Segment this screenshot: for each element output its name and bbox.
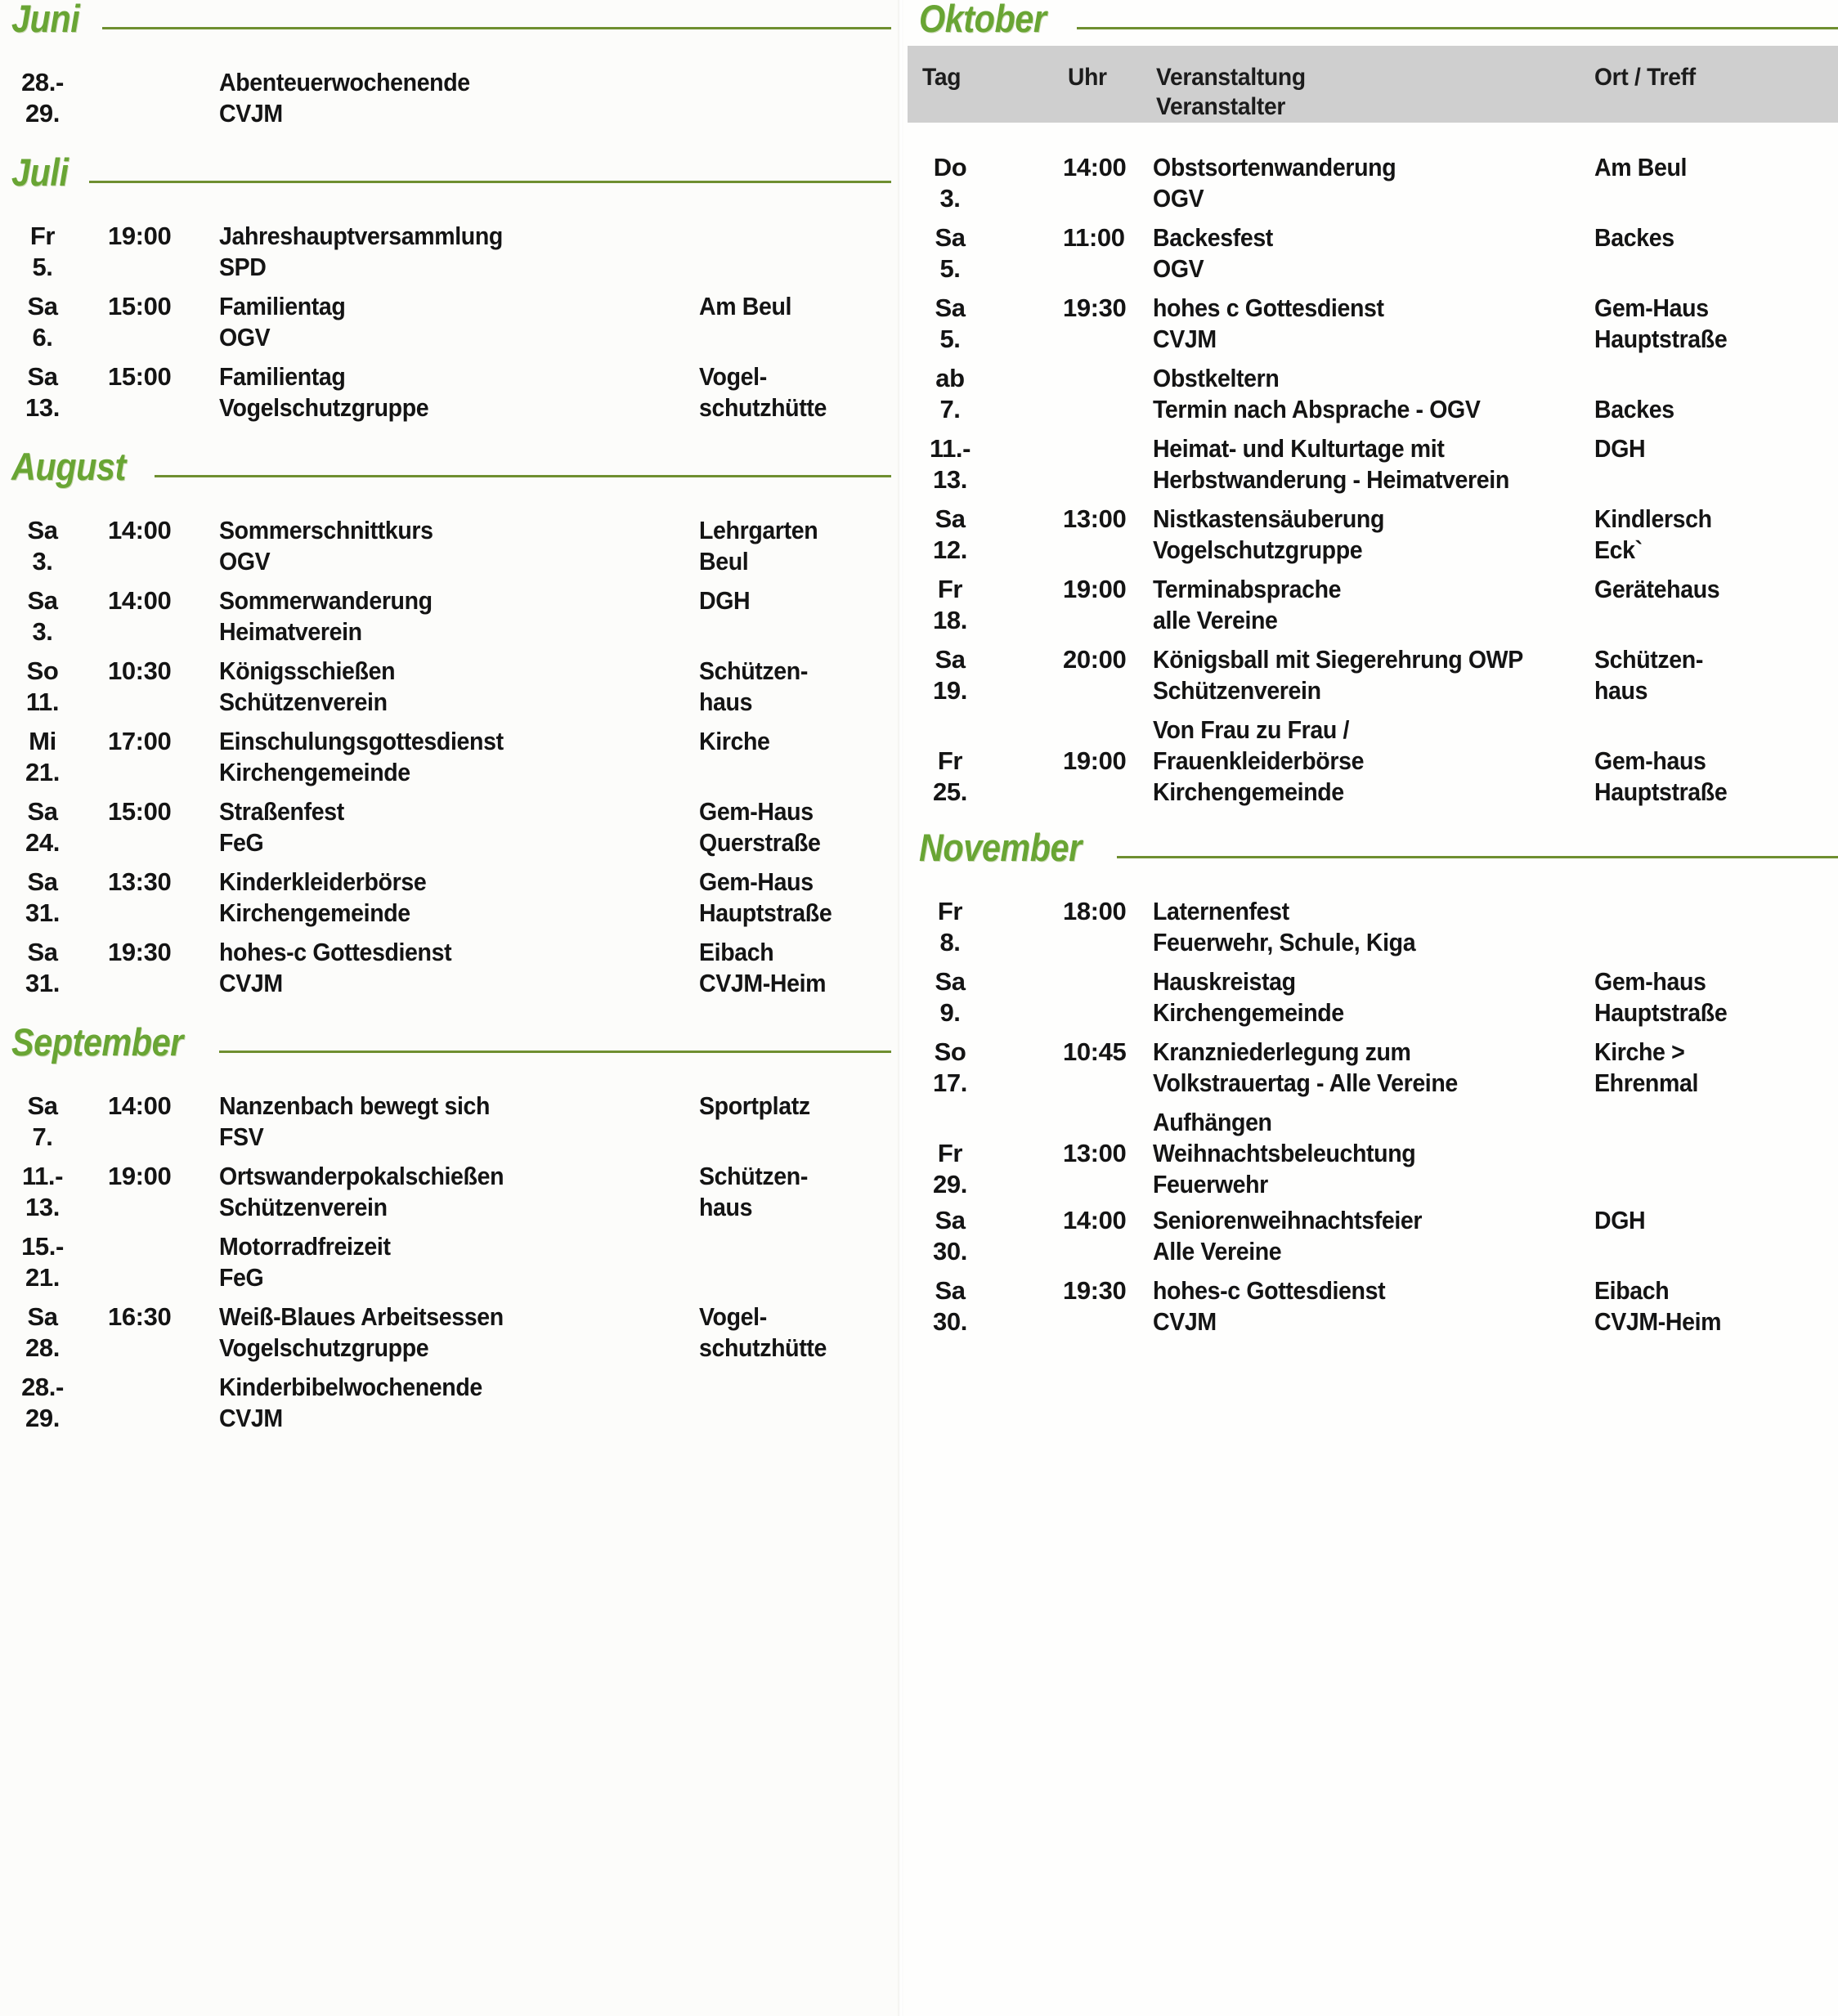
event-date: 29. (933, 1170, 967, 1198)
event-location-line1: Lehrgarten (699, 516, 818, 544)
column-header-day: Tag (922, 64, 962, 91)
month-divider-rule (1077, 27, 1838, 29)
event-weekday: So (934, 1037, 966, 1066)
event-location-line1: Gem-Haus (699, 867, 814, 896)
event-title: Familientag (219, 362, 346, 391)
event-location-line1: Gem-haus (1594, 967, 1706, 996)
event-organizer: Kirchengemeinde (219, 898, 410, 927)
event-row (0, 1159, 891, 1226)
event-row-cells (0, 935, 891, 1002)
event-organizer: CVJM (1153, 1307, 1217, 1336)
event-date: 5. (32, 253, 53, 281)
event-weekday: ab (935, 364, 965, 392)
event-organizer: Volkstrauertag - Alle Vereine (1153, 1068, 1458, 1097)
event-row (908, 1105, 1838, 1200)
event-row-cells (908, 1035, 1838, 1102)
event-title: Kranzniederlegung zum (1153, 1037, 1411, 1066)
event-title: Einschulungsgottesdienst (219, 727, 504, 755)
event-row (0, 289, 891, 356)
event-row (0, 65, 891, 132)
event-organizer: Vogelschutzgruppe (219, 1333, 429, 1362)
month-heading (908, 826, 1838, 869)
event-weekday: Fr (937, 746, 963, 775)
month-divider-rule (219, 1051, 891, 1053)
event-title: Kinderbibelwochenende (219, 1373, 482, 1401)
month-gap (908, 867, 1838, 894)
event-title: hohes-c Gottesdienst (219, 938, 452, 966)
event-location-line1: Eibach (1594, 1276, 1670, 1305)
event-time: 19:00 (1063, 575, 1127, 603)
event-time: 14:00 (1063, 153, 1127, 181)
event-organizer: Feuerwehr (1153, 1170, 1268, 1198)
event-title: Hauskreistag (1153, 967, 1296, 996)
event-time: 15:00 (108, 797, 172, 826)
event-title: Laternenfest (1153, 897, 1289, 925)
event-date: 29. (25, 99, 60, 128)
event-location-line1: Gem-Haus (1594, 293, 1709, 322)
header-gap (908, 123, 1838, 150)
month-name: November (919, 826, 1082, 869)
event-row (908, 150, 1838, 217)
event-row-cells (0, 289, 891, 356)
event-title: Nistkastensäuberung (1153, 504, 1385, 533)
event-title: Motorradfreizeit (219, 1232, 391, 1261)
event-date: 11. (25, 688, 60, 716)
event-organizer: Feuerwehr, Schule, Kiga (1153, 928, 1416, 956)
event-date: 31. (25, 969, 60, 997)
event-organizer: FSV (219, 1122, 264, 1151)
event-location-line2: haus (699, 688, 753, 716)
event-title: Obstsortenwanderung (1153, 153, 1396, 181)
event-row-cells (908, 965, 1838, 1032)
event-row (908, 572, 1838, 639)
event-organizer: Vogelschutzgruppe (1153, 535, 1363, 564)
event-time: 15:00 (108, 292, 172, 320)
event-row-cells (908, 150, 1838, 217)
event-date: 31. (25, 898, 60, 927)
event-organizer: FeG (219, 1263, 264, 1292)
event-row (908, 221, 1838, 288)
event-row (0, 1089, 891, 1156)
event-time: 20:00 (1063, 645, 1127, 674)
event-location-line1: Backes (1594, 223, 1674, 252)
event-row-cells (0, 360, 891, 427)
event-title: Weiß-Blaues Arbeitsessen (219, 1302, 504, 1331)
event-weekday: Sa (27, 362, 58, 391)
event-weekday: Fr (29, 222, 56, 250)
event-row-cells (908, 432, 1838, 499)
event-organizer: Schützenverein (1153, 676, 1321, 705)
event-organizer: OGV (1153, 184, 1204, 213)
event-location-line2: Hauptstraße (1594, 777, 1728, 806)
event-date: 13. (25, 1193, 60, 1221)
event-location-line1: Gem-Haus (699, 797, 814, 826)
event-time: 19:30 (1063, 293, 1127, 322)
event-title: Königsball mit Siegerehrung OWP (1153, 645, 1523, 674)
event-title: Heimat- und Kulturtage mit (1153, 434, 1445, 463)
event-weekday: 15.- (21, 1232, 64, 1261)
event-organizer: Termin nach Absprache - OGV (1153, 395, 1481, 423)
event-row-cells (908, 221, 1838, 288)
event-date: 13. (25, 393, 60, 422)
event-row (908, 1203, 1838, 1270)
event-weekday: Sa (27, 292, 58, 320)
event-row-cells (0, 584, 891, 651)
event-row-cells (0, 219, 891, 286)
event-weekday: Sa (27, 586, 58, 615)
event-date: 24. (25, 828, 60, 857)
event-date: 5. (939, 254, 961, 283)
event-weekday: Sa (27, 1091, 58, 1120)
event-row-cells (908, 643, 1838, 710)
column-header-event: Veranstaltung (1156, 64, 1306, 91)
month-name: September (11, 1020, 183, 1064)
month-divider-rule (155, 475, 891, 477)
event-weekday: 11.- (21, 1162, 64, 1190)
event-location-line1: Am Beul (1594, 153, 1688, 181)
column-header-location: Ort / Treff (1594, 64, 1696, 91)
month-heading (0, 0, 891, 38)
event-date: 19. (933, 676, 967, 705)
event-location-line1: Kirche (699, 727, 770, 755)
event-weekday: 28.- (21, 1373, 64, 1401)
event-location-line1: Eibach (699, 938, 774, 966)
event-weekday: Sa (27, 797, 58, 826)
event-title: Sommerschnittkurs (219, 516, 433, 544)
event-time: 17:00 (108, 727, 172, 755)
event-row-cells (0, 513, 891, 580)
event-date: 9. (939, 998, 961, 1027)
event-organizer: Vogelschutzgruppe (219, 393, 429, 422)
event-location-line2: Hauptstraße (1594, 325, 1728, 353)
event-location-line2: schutzhütte (699, 393, 827, 422)
event-time: 10:30 (108, 656, 172, 685)
event-organizer: CVJM (219, 969, 283, 997)
event-organizer: CVJM (1153, 325, 1217, 353)
event-organizer: Heimatverein (219, 617, 362, 646)
event-row (0, 219, 891, 286)
event-title: hohes-c Gottesdienst (1153, 1276, 1386, 1305)
event-weekday: Sa (27, 1302, 58, 1331)
event-list (908, 894, 1838, 1341)
event-location-line1: Kindlersch (1594, 504, 1712, 533)
event-organizer: Kirchengemeinde (1153, 777, 1344, 806)
event-time: 19:00 (1063, 746, 1127, 775)
event-row-cells (0, 1230, 891, 1297)
event-title: Königsschießen (219, 656, 396, 685)
month-gap (0, 191, 891, 219)
event-row-cells (908, 361, 1838, 428)
event-weekday: Sa (935, 504, 966, 533)
event-row (0, 584, 891, 651)
event-organizer: FeG (219, 828, 264, 857)
event-time: 19:30 (108, 938, 172, 966)
event-time: 19:00 (108, 222, 172, 250)
table-header-band (908, 46, 1838, 123)
month-name: Juli (11, 150, 69, 194)
month-heading (908, 0, 1838, 38)
event-location-line1: Vogel- (699, 1302, 767, 1331)
event-title: Weihnachtsbeleuchtung (1153, 1139, 1416, 1167)
event-weekday: Sa (935, 1276, 966, 1305)
event-date: 3. (939, 184, 961, 213)
event-title-line1: Aufhängen (1153, 1108, 1272, 1136)
event-row (0, 865, 891, 932)
event-title: Terminabsprache (1153, 575, 1342, 603)
event-weekday: Sa (935, 645, 966, 674)
event-organizer: Alle Vereine (1153, 1237, 1282, 1266)
event-row (908, 643, 1838, 710)
event-location-line2: CVJM-Heim (699, 969, 827, 997)
event-title: Seniorenweihnachtsfeier (1153, 1206, 1423, 1234)
month-heading (0, 150, 891, 194)
month-gap (0, 1061, 891, 1089)
event-date: 3. (32, 617, 53, 646)
event-row-cells (908, 713, 1838, 808)
month-bottom-gap (0, 1440, 891, 1458)
event-row (908, 361, 1838, 428)
event-row-cells (908, 1105, 1838, 1200)
event-row-cells (0, 1159, 891, 1226)
event-location-line1: Vogel- (699, 362, 767, 391)
event-row-cells (0, 654, 891, 721)
event-row-cells (0, 1370, 891, 1437)
event-weekday: Fr (937, 1139, 963, 1167)
event-date: 7. (939, 395, 961, 423)
event-list (0, 219, 891, 427)
event-list (0, 65, 891, 132)
event-weekday: Sa (27, 516, 58, 544)
event-row (0, 1230, 891, 1297)
event-organizer: CVJM (219, 1404, 283, 1432)
event-date: 18. (933, 606, 967, 634)
month-gap (0, 38, 891, 65)
event-location-line2: haus (699, 1193, 753, 1221)
month-bottom-gap (908, 1344, 1838, 1362)
event-organizer: OGV (219, 547, 271, 576)
event-weekday: Sa (935, 967, 966, 996)
event-date: 21. (25, 1263, 60, 1292)
event-row (908, 1274, 1838, 1341)
month-divider-rule (102, 27, 891, 29)
event-title: Obstkeltern (1153, 364, 1280, 392)
month-divider-rule (1117, 856, 1838, 858)
event-time: 14:00 (108, 586, 172, 615)
event-weekday: Sa (935, 223, 966, 252)
event-weekday: Fr (937, 897, 963, 925)
event-date: 21. (25, 758, 60, 786)
event-organizer: SPD (219, 253, 267, 281)
event-time: 14:00 (108, 516, 172, 544)
event-organizer: Schützenverein (219, 1193, 388, 1221)
event-time: 18:00 (1063, 897, 1127, 925)
event-title: Straßenfest (219, 797, 344, 826)
event-location-line2: haus (1594, 676, 1648, 705)
event-location-line1: Sportplatz (699, 1091, 810, 1120)
event-location-line2: Ehrenmal (1594, 1068, 1699, 1097)
month-name: Juni (11, 0, 80, 40)
month-bottom-gap (0, 136, 891, 154)
event-row-cells (908, 572, 1838, 639)
event-title: Abenteuerwochenende (219, 68, 470, 96)
column-header-organizer: Veranstalter (1156, 93, 1286, 120)
event-title: Sommerwanderung (219, 586, 433, 615)
event-date: 3. (32, 547, 53, 576)
event-row (908, 291, 1838, 358)
event-row (0, 724, 891, 791)
event-organizer: OGV (1153, 254, 1204, 283)
event-location-line1: Kirche > (1594, 1037, 1685, 1066)
event-row-cells (0, 1300, 891, 1367)
event-date: 30. (933, 1237, 967, 1266)
event-row-cells (0, 865, 891, 932)
event-time: 14:00 (1063, 1206, 1127, 1234)
event-weekday: Sa (935, 293, 966, 322)
event-row-cells (908, 1274, 1838, 1341)
event-location-line1: Gerätehaus (1594, 575, 1720, 603)
event-row-cells (908, 894, 1838, 961)
event-organizer: Kirchengemeinde (219, 758, 410, 786)
event-location-line1: DGH (1594, 1206, 1646, 1234)
month-gap (0, 486, 891, 513)
event-row (0, 513, 891, 580)
event-time: 11:00 (1063, 223, 1125, 252)
event-time: 10:45 (1063, 1037, 1127, 1066)
event-title: Kinderkleiderbörse (219, 867, 427, 896)
event-date: 5. (939, 325, 961, 353)
event-row-cells (908, 502, 1838, 569)
event-date: 17. (933, 1068, 967, 1097)
page-fold-seam (898, 0, 903, 2016)
event-organizer: Herbstwanderung - Heimatverein (1153, 465, 1509, 494)
event-row (0, 795, 891, 862)
event-row (908, 965, 1838, 1032)
event-time: 13:00 (1063, 1139, 1127, 1167)
event-location-line2: CVJM-Heim (1594, 1307, 1722, 1336)
event-title-line1: Von Frau zu Frau / (1153, 715, 1350, 744)
month-name: August (11, 445, 126, 488)
event-row-cells (0, 795, 891, 862)
event-organizer: Kirchengemeinde (1153, 998, 1344, 1027)
event-time: 16:30 (108, 1302, 172, 1331)
event-date: 28. (25, 1333, 60, 1362)
event-title: Jahreshauptversammlung (219, 222, 503, 250)
event-list (908, 150, 1838, 808)
event-organizer: Schützenverein (219, 688, 388, 716)
event-date: 25. (933, 777, 967, 806)
event-location-line1: Am Beul (699, 292, 792, 320)
event-weekday: Sa (27, 938, 58, 966)
event-location-line2: Hauptstraße (1594, 998, 1728, 1027)
event-location-line2: Beul (699, 547, 749, 576)
event-row (908, 713, 1838, 808)
event-row (908, 1035, 1838, 1102)
event-organizer: OGV (219, 323, 271, 352)
event-row (0, 654, 891, 721)
event-row (908, 432, 1838, 499)
event-organizer: CVJM (219, 99, 283, 128)
month-name: Oktober (919, 0, 1047, 40)
event-weekday: Fr (937, 575, 963, 603)
events-column-left (0, 0, 891, 1458)
event-time: 14:00 (108, 1091, 172, 1120)
event-row-cells (908, 1203, 1838, 1270)
event-location-line1: Schützen- (699, 1162, 808, 1190)
month-heading (0, 445, 891, 488)
event-row-cells (0, 724, 891, 791)
month-bottom-gap (0, 430, 891, 448)
event-date: 8. (939, 928, 961, 956)
event-location-line1: DGH (1594, 434, 1646, 463)
column-header-time: Uhr (1068, 64, 1107, 91)
event-location-line2: schutzhütte (699, 1333, 827, 1362)
event-time: 19:00 (108, 1162, 172, 1190)
event-location-line1: Schützen- (699, 656, 808, 685)
event-date: 30. (933, 1307, 967, 1336)
event-location-line1: Schützen- (1594, 645, 1703, 674)
month-divider-rule (89, 181, 891, 183)
event-weekday: So (26, 656, 59, 685)
event-date: 6. (32, 323, 53, 352)
event-location-line2: Backes (1594, 395, 1674, 423)
event-list (0, 1089, 891, 1437)
event-weekday: 28.- (21, 68, 64, 96)
event-row-cells (0, 65, 891, 132)
event-row (908, 894, 1838, 961)
event-time: 13:30 (108, 867, 172, 896)
event-location-line1: Gem-haus (1594, 746, 1706, 775)
event-row (0, 1300, 891, 1367)
event-location-line2: Hauptstraße (699, 898, 832, 927)
event-list (0, 513, 891, 1002)
event-weekday: Mi (29, 727, 56, 755)
event-title: Nanzenbach bewegt sich (219, 1091, 491, 1120)
event-date: 29. (25, 1404, 60, 1432)
event-row (0, 1370, 891, 1437)
event-date: 12. (933, 535, 967, 564)
event-title: Backesfest (1153, 223, 1273, 252)
month-heading (0, 1020, 891, 1064)
event-title: Ortswanderpokalschießen (219, 1162, 504, 1190)
event-row (0, 360, 891, 427)
event-time: 13:00 (1063, 504, 1127, 533)
event-row-cells (908, 291, 1838, 358)
event-title: Familientag (219, 292, 346, 320)
event-location-line2: Querstraße (699, 828, 821, 857)
event-weekday: Do (933, 153, 967, 181)
event-time: 19:30 (1063, 1276, 1127, 1305)
event-weekday: Sa (935, 1206, 966, 1234)
event-row (0, 935, 891, 1002)
event-title: hohes c Gottesdienst (1153, 293, 1384, 322)
event-weekday: 11.- (929, 434, 971, 463)
event-row-cells (0, 1089, 891, 1156)
event-date: 13. (933, 465, 967, 494)
event-weekday: Sa (27, 867, 58, 896)
event-row (908, 502, 1838, 569)
event-title: Frauenkleiderbörse (1153, 746, 1365, 775)
event-organizer: alle Vereine (1153, 606, 1278, 634)
events-column-right (908, 0, 1838, 1362)
event-location-line1: DGH (699, 586, 751, 615)
event-date: 7. (32, 1122, 53, 1151)
event-location-line2: Eck` (1594, 535, 1643, 564)
event-time: 15:00 (108, 362, 172, 391)
